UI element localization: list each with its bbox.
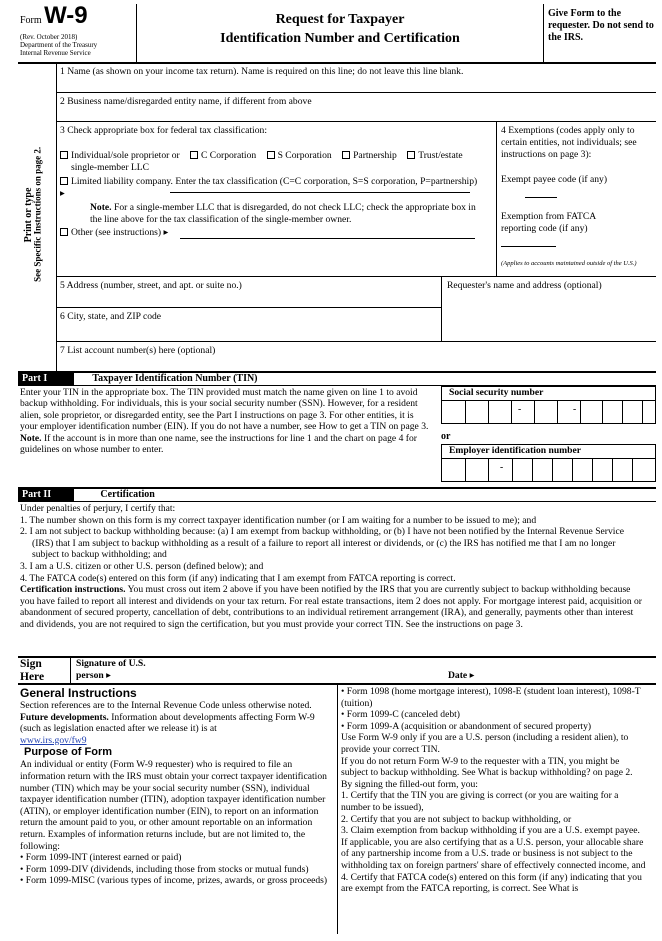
ssn-header xyxy=(441,386,656,400)
corp-options xyxy=(190,150,463,162)
signature-label: Signature of U.S. person ▸ xyxy=(76,658,146,681)
instructions-right-column xyxy=(341,686,647,895)
ein-header xyxy=(441,444,656,458)
cert-instructions-text: You must cross out item 2 above if you have been notified by the IRS that you are currently subject to backup withholding because you have failed to report all interest and dividends on your tax return. For real estate transactions, item 2 does not apply. For mortgage interest paid, acquisition or abandonment of secured property, cancellation of debt, contributions to an individual retirement arrangement (IRA), and generally, payments other than interest and dividends, you are not required to sign the certification, but you must provide your correct TIN. See the instructions on page 3. xyxy=(20,584,643,630)
part1-header xyxy=(18,373,656,385)
cert-item-4: 4. The FATCA code(s) entered on this form (if any) indicating that I am exempt from FATCA reporting is correct. xyxy=(20,572,456,584)
purpose-text: An individual or entity (Form W-9 requester) who is required to file an information return with the IRS must obtain your correct taxpayer identification number (TIN) which may be your social security number (SSN), individual taxpayer identification number (ITIN), adoption taxpayer identification number (ATIN), or employer identification number (EIN), to report on an information return the amount paid to you, or other amount reportable on an information return. Examples of information returns include, but are not limited to, the following: xyxy=(20,759,327,852)
cert-item-2: 2. I am not subject to backup withholding because: (a) I am exempt from backup withholding, or (b) I have not been notified by the Internal Revenue Service (IRS) that I am subject to backup withholding as a result of a failure to report all interest or dividends, or (c) the IRS has notified me that I am no longer subject to backup withholding; and xyxy=(20,526,624,561)
line1-label: 1 Name (as shown on your income tax return). Name is required on this line; do not leave this line blank. xyxy=(60,66,464,77)
or-label: or xyxy=(441,431,451,442)
part1-label: Part I xyxy=(18,373,74,385)
llc-input[interactable] xyxy=(170,192,470,193)
part1-note-label: Note. xyxy=(20,432,42,444)
c-corp-label: C Corporation xyxy=(201,150,257,161)
ein-field-2[interactable] xyxy=(512,459,656,481)
llc-note-label: Note. xyxy=(90,202,112,213)
right-item-2: 2. Certify that you are not subject to backup withholding, or xyxy=(341,813,572,825)
applies-note: (Applies to accounts maintained outside of the U.S.) xyxy=(501,260,637,267)
line2-label: 2 Business name/disregarded entity name, if different from above xyxy=(60,96,312,107)
right-p1: Use Form W-9 only if you are a U.S. person (including a resident alien), to provide your correct TIN. xyxy=(341,732,629,755)
right-item-4: 4. Certify that FATCA code(s) entered on this form (if any) indicating that you are exempt from the FATCA reporting, is correct. See What is xyxy=(341,871,642,895)
line7-label: 7 List account number(s) here (optional) xyxy=(60,345,216,356)
line6-label: 6 City, state, and ZIP code xyxy=(60,311,162,322)
partnership-checkbox[interactable] xyxy=(342,151,350,159)
ein-label: Employer identification number xyxy=(449,445,582,456)
fatca-label: Exemption from FATCA reporting code (if any) xyxy=(501,211,596,234)
right-p2: If you do not return Form W-9 to the requester with a TIN, you might be subject to backup withholding. See What is backup withholding? on page 2. xyxy=(341,755,633,779)
line4-label: 4 Exemptions (codes apply only to certain entities, not individuals; see instructions on page 3): xyxy=(501,125,637,160)
partnership-label: Partnership xyxy=(353,150,397,161)
line2-input[interactable] xyxy=(58,108,656,120)
trust-checkbox[interactable] xyxy=(407,151,415,159)
part2-label: Part II xyxy=(18,489,74,501)
fatca-input[interactable] xyxy=(501,246,556,247)
c-corp-checkbox[interactable] xyxy=(190,151,198,159)
part1-note-text: If the account is in more than one name, see the instructions for line 1 and the chart on page 4 for guidelines on whose number to enter. xyxy=(20,432,417,456)
part2-header xyxy=(18,489,656,501)
line1-input[interactable] xyxy=(58,78,656,92)
irs-link[interactable]: www.irs.gov/fw9 xyxy=(20,734,87,746)
ssn-field-1[interactable] xyxy=(442,401,510,423)
ein-boxes xyxy=(441,458,656,482)
cert-instructions-label: Certification instructions. xyxy=(20,584,126,596)
agency: Internal Revenue Service xyxy=(20,49,91,57)
ssn-dash-2: - xyxy=(573,404,577,415)
ssn-label: Social security number xyxy=(449,387,544,398)
individual-label: Individual/sole proprietor or single-member LLC xyxy=(71,150,180,173)
part2-body xyxy=(20,503,645,631)
bullet-right-2: • Form 1099-C (canceled debt) xyxy=(341,709,460,721)
ssn-field-3[interactable] xyxy=(582,401,656,423)
s-corp-checkbox[interactable] xyxy=(267,151,275,159)
side-label xyxy=(4,64,48,372)
right-item-1: 1. Certify that the TIN you are giving is correct (or you are waiting for a number to be issued), xyxy=(341,790,619,813)
llc-checkbox[interactable] xyxy=(60,177,68,185)
other-label: Other (see instructions) ▸ xyxy=(71,227,169,238)
future-text: Information about developments affecting Form W-9 (such as legislation enacted after we release it) is at xyxy=(20,711,315,735)
line6-input[interactable] xyxy=(58,323,438,339)
form-label: Form xyxy=(20,15,42,26)
date-label: Date ▸ xyxy=(448,670,475,681)
bullet-right-1: • Form 1098 (home mortgage interest), 1098-E (student loan interest), 1098-T (tuition) xyxy=(341,686,641,709)
bullet-right-3: • Form 1099-A (acquisition or abandonment of secured property) xyxy=(341,720,592,732)
print-or-type: Print or type xyxy=(23,187,34,243)
s-corp-label: S Corporation xyxy=(277,150,332,161)
other-input[interactable] xyxy=(180,238,475,239)
ssn-dash-1: - xyxy=(518,404,522,415)
part1-text: Enter your TIN in the appropriate box. The TIN provided must match the name given on line 1 to avoid backup withholding. For individuals, this is your social security number (SSN). However, for a resident alien, sole proprietor, or disregarded entity, see the Part I instructions on page 3. For other entities, it is your employer identification number (EIN). If you do not have a number, see How to get a TIN on page 3. xyxy=(20,387,429,433)
llc-label: Limited liability company. Enter the tax classification (C=C corporation, S=S corporation, P=partnership) ▸ xyxy=(60,176,478,199)
requester-input[interactable] xyxy=(443,292,655,340)
right-p3: By signing the filled-out form, you: xyxy=(341,778,478,790)
revision-date: (Rev. October 2018) xyxy=(20,33,78,41)
department: Department of the Treasury xyxy=(20,41,98,49)
ssn-boxes xyxy=(441,400,656,424)
bullet-left-1: • Form 1099-INT (interest earned or paid) xyxy=(20,852,182,864)
exempt-payee-label: Exempt payee code (if any) xyxy=(501,174,608,185)
part1-body xyxy=(20,387,430,455)
part1-title: Taxpayer Identification Number (TIN) xyxy=(92,373,258,384)
llc-note-text: For a single-member LLC that is disregarded, do not check LLC; check the appropriate box in the line above for the tax classification of the single-member owner. xyxy=(90,202,476,225)
trust-label: Trust/estate xyxy=(418,150,463,161)
other-checkbox[interactable] xyxy=(60,228,68,236)
cert-item-3: 3. I am a U.S. citizen or other U.S. person (defined below); and xyxy=(20,560,264,572)
right-item-3: 3. Claim exemption from backup withholding if you are a U.S. exempt payee. If applicable, you are also certifying that as a U.S. person, your allocable share of any partnership income from a U.S. trade or business is not subject to the withholding tax on foreign partners' share of effectively connected income, and xyxy=(341,825,646,871)
line3-label: 3 Check appropriate box for federal tax classification: xyxy=(60,125,267,136)
llc-note xyxy=(90,202,485,226)
form-header xyxy=(0,0,662,64)
general-p1: Section references are to the Internal Revenue Code unless otherwise noted. xyxy=(20,700,312,711)
signature-input[interactable] xyxy=(150,658,440,680)
bullet-left-2: • Form 1099-DIV (dividends, including those from stocks or mutual funds) xyxy=(20,863,309,875)
exempt-payee-input[interactable] xyxy=(525,197,557,198)
instructions-left-column xyxy=(20,686,332,887)
date-input[interactable] xyxy=(485,664,655,682)
other-row xyxy=(60,227,168,239)
form-title-line1: Request for Taxpayer xyxy=(275,12,405,27)
give-form-notice: Give Form to the requester. Do not send to the IRS. xyxy=(548,8,654,43)
ein-dash: - xyxy=(500,462,504,473)
see-specific-instructions: See Specific Instructions on page 2. xyxy=(32,146,43,282)
form-id xyxy=(20,2,88,31)
line5-input[interactable] xyxy=(58,292,438,306)
llc-row xyxy=(60,176,480,200)
line5-label: 5 Address (number, street, and apt. or suite no.) xyxy=(60,280,242,291)
part2-title: Certification xyxy=(100,489,155,500)
sign-here-label: Sign Here xyxy=(20,658,45,683)
line7-input[interactable] xyxy=(58,357,654,371)
bullet-left-3: • Form 1099-MISC (various types of income, prizes, awards, or gross proceeds) xyxy=(20,875,328,887)
requester-label: Requester's name and address (optional) xyxy=(447,280,602,291)
cert-item-1: 1. The number shown on this form is my correct taxpayer identification number (or I am waiting for a number to be issued to me); and xyxy=(20,514,537,526)
form-title-line2: Identification Number and Certification xyxy=(220,31,460,46)
form-number: W-9 xyxy=(44,2,88,29)
purpose-heading: Purpose of Form xyxy=(24,746,113,759)
part2-intro: Under penalties of perjury, I certify that: xyxy=(20,503,176,514)
individual-checkbox[interactable] xyxy=(60,151,68,159)
general-heading: General Instructions xyxy=(20,686,137,700)
future-label: Future developments. xyxy=(20,711,109,723)
